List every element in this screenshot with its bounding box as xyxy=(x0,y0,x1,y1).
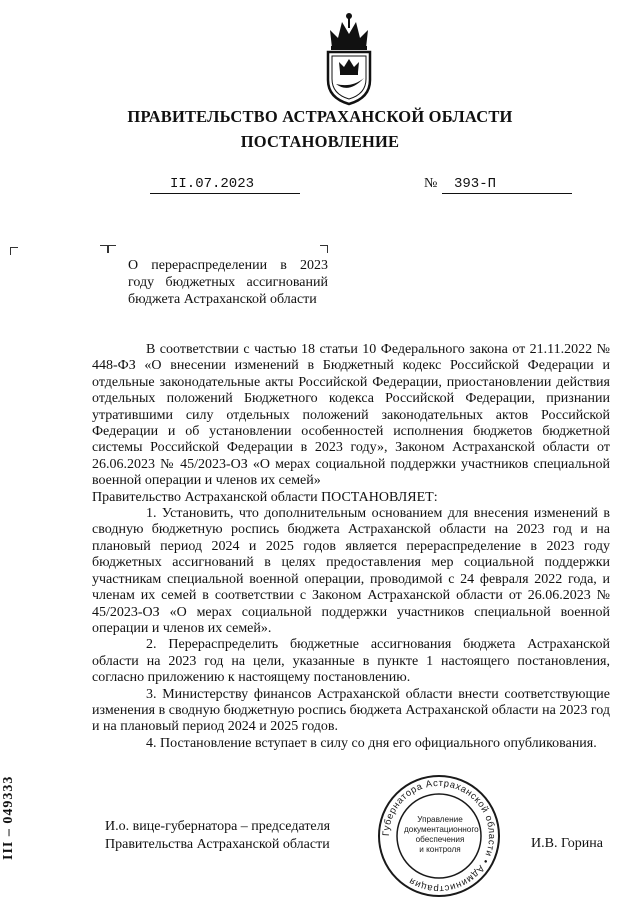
corner-mark xyxy=(320,245,328,253)
corner-mark xyxy=(10,247,18,255)
item-2-paragraph: 2. Перераспределить бюджетные ассигнования бюджета Астраханской области на 2023 год на цели, указанные в пункте 1 настоящего постановления, согласно приложению к настоящему постановлению. xyxy=(92,637,610,686)
item-4-paragraph: 4. Постановление вступает в силу со дня его официального опубликования. xyxy=(146,735,597,751)
position-line-1: И.о. вице-губернатора – председателя xyxy=(105,819,331,834)
preamble-paragraph: В соответствии с частью 18 статьи 10 Федерального закона от 21.11.2022 № 448-ФЗ «О внесении изменений в Бюджетный кодекс Российской Федерации и отдельные законодательные акты Российской Федерации, приостановлении действия отдельных положений Бюджетного кодекса Российской Федерации, признании утратившими силу отдельных положений законодательных актов Российской Федерации и об установлении особенностей исполнения бюджетов бюджетной системы Российской Федерации в 2023 году», Законом Астраханской области от 26.06.2023 № 45/2023-ОЗ «О мерах социальной поддержки участников специальной военной операции и членов их семей» xyxy=(92,342,610,489)
item-1-paragraph: 1. Установить, что дополнительным основанием для внесения изменений в сводную бюджетную роспись бюджета Астраханской области на 2023 год и на плановый период 2024 и 2025 годов является перераспределение в 2023 году бюджетных ассигнований в целях предоставления мер социальной поддержки участникам специальной военной операции, проводимой с 24 февраля 2022 года, и членам их семей в соответствии с Законом Астраханской области от 26.06.2023 № 45/2023-ОЗ «О мерах социальной поддержки участников специальной военной операции и членов их семей». xyxy=(92,506,610,636)
decree-line: Правительство Астраханской области ПОСТАНОВЛЯЕТ: xyxy=(92,489,438,505)
document-subject: О перераспределении в 2023 году бюджетных ассигнований бюджета Астраханской области xyxy=(128,258,328,307)
stamp-line: обеспечения xyxy=(415,835,465,844)
document-body xyxy=(92,342,610,752)
stamp-line: Управление xyxy=(417,815,463,824)
corner-mark xyxy=(100,245,108,253)
stamp-line: документационного xyxy=(404,825,479,834)
item-3-paragraph: 3. Министерству финансов Астраханской области внести соответствующие изменения в сводную бюджетную роспись бюджета Астраханской области на 2023 год и на плановый период 2024 и 2025 годов. xyxy=(92,686,610,735)
number-sign: № xyxy=(424,176,438,191)
signatory-position xyxy=(105,818,365,854)
government-name: ПРАВИТЕЛЬСТВО АСТРАХАНСКОЙ ОБЛАСТИ xyxy=(127,107,513,126)
document-type: ПОСТАНОВЛЕНИЕ xyxy=(240,132,400,151)
document-number: 393-П xyxy=(442,176,572,194)
position-line-2: Правительства Астраханской области xyxy=(105,837,330,852)
corner-mark xyxy=(108,245,116,253)
stamp-line: и контроля xyxy=(419,845,461,854)
serial-number-mark: III – 049333 xyxy=(1,775,16,860)
stamp-ring-text: Губернатора Астраханской области • Администрация xyxy=(380,777,498,895)
signatory-name: И.В. Горина xyxy=(531,836,604,851)
coat-of-arms-emblem xyxy=(318,8,380,108)
stamp-inner-text xyxy=(404,815,479,855)
document-date: II.07.2023 xyxy=(150,176,300,194)
